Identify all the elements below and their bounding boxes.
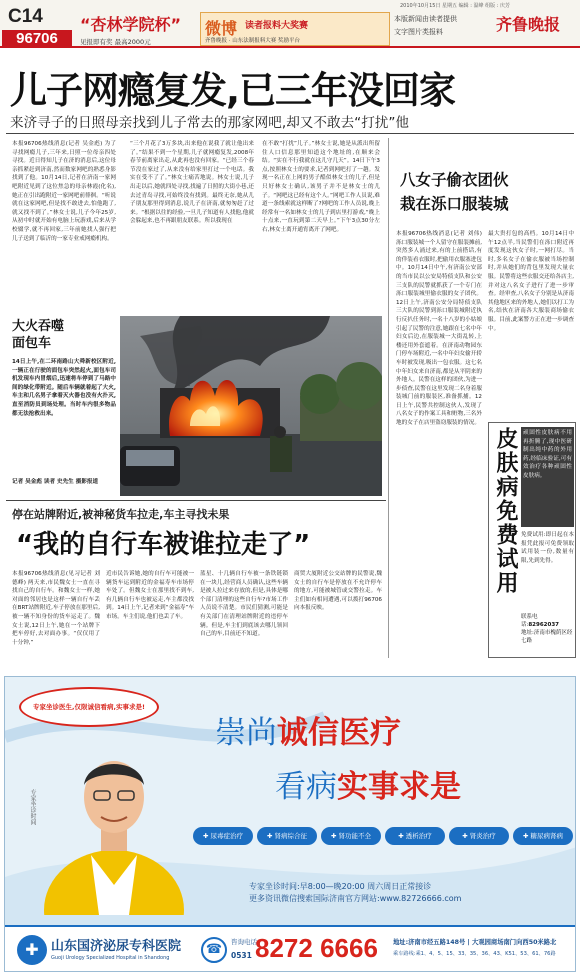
photo-credit: 记者 吴金彪 读者 史先生 摄影报道: [12, 479, 99, 485]
sidebar-ad-text2: 免费试用:即日起在本报凭此报可免费领取试用装一份,数量有限,先到先得。: [521, 532, 574, 564]
doctor-portrait: [39, 735, 189, 915]
hotline-number: 8272 6666: [255, 933, 378, 963]
sidebar-ad-contact: [521, 613, 574, 645]
ad-service-icon: ✚: [330, 832, 339, 840]
story3-col2: 近市民告诉她,她的自行车可能被一辆货车运到附近的金福寿车市场停车处了。但魏女士在那里找不到车,有几辆自行车也被运走,车主都没找到。14日上午,记者来到“金福寿”车市场。车主们说,他们也丢了车。: [106, 571, 194, 620]
hotline-area-code: 0531: [231, 951, 252, 960]
ad-website: 更多资讯微信搜索国际济南官方网站:www.82726666.com: [249, 894, 462, 903]
ad-service-item: [257, 827, 317, 845]
ad-speech-bubble: [19, 687, 159, 727]
ad-service-label: 糖尿病肾病: [530, 832, 563, 840]
story3-col3: 蓝星、十几辆自行车被一条铁链锁在一块儿,经营商人员确认,这些车辆是被人拉过来存放的,但是,具体是哪个部门清理的这些自行车?市场工作人员说不清楚。市民们猜测,可能是有关部门在清理站牌附近的违停车辆。但是,车主们到底该去哪儿领回自己的车,目前还不知道。: [200, 571, 288, 638]
ad-service-item: [449, 827, 509, 845]
ad-service-icon: ✚: [266, 832, 275, 840]
ad-headline-1: [215, 707, 401, 752]
weibo-title: 微博: [205, 19, 238, 38]
story1-col1: 本报96706热线消息(记者 吴金彪) 为了寻找网瘾儿子,三年来,日照一位母亲四处寻找。近日得知儿子在济的消息后,这位母亲抓紧赶到济南,然而数家网吧的熟悉身影找到了他。10月14日,记者在济南一家网吧附近见到了这位焦急的母亲林霞(化名),她正在引出跑附近一家网吧前徘徊。“听说就在这家网吧,但是找不敢进去,怕他跑了,就又找不到了。”林女士说,儿子今年25岁,从初中时就开始有电脑上玩游戏,后来从学校辍学,就不再回家,三年前她找人强行把儿子送到了临沂的一家专业戒网瘾机构。: [12, 141, 116, 242]
bus-fire-illustration: [120, 316, 382, 496]
hospital-ad: [4, 676, 576, 972]
ad-service-item: [385, 827, 445, 845]
ad-headline-1-plain: 崇尚: [215, 715, 277, 751]
newspaper-logo: 齐鲁晚报: [496, 15, 561, 34]
bus-routes: 乘车路线:乘1、4、5、15、33、35、36、43、K51、53、61、76路: [393, 951, 556, 957]
hospital-logo-icon: ✚: [17, 935, 47, 965]
hospital-english-name: Guoji Urology Specialized Hospital in Shandong: [51, 955, 170, 961]
story3-col4: 商贸大厦附近公交站牌的民警说,魏女士的自行车是停放在不允许停车的地方,可能被城管或交警拉走。车主们如有相同遭遇,可以拨打96706向本报反映。: [294, 571, 382, 612]
masthead: [0, 0, 580, 48]
story1-col3: 在不敢“打扰”儿子。”林女士说,她是从派出所留住人口信息那里知道这个地址的,在顺来会结。“实在不行我就在这儿守几天”。14日下午3点,按照林女士的要求,记者到网吧打了一趟。发现一名正在上网的男子酷似林女士的儿子,但是只好林女士确认,该男子并不是林女士的儿子。“网吧这已经有这个人。”网吧工作人员说,难道一条线索就这样断了?网吧的工作人员说,晚上经常有一名如林女士的儿子到店里打游戏,“晚上十点来,一直玩到第二天早上。”下午3点30分左右,林女士离开通宵离开了网吧。: [262, 141, 380, 233]
sidebar-phone: 82962037: [528, 622, 559, 628]
photo-caption-box: [12, 318, 116, 496]
story3-col1: 本报96706热线消息(见习记者 刘德峰) 两天来,市民魏女士一直在寻找自己的自行车。和魏女士一样,她对面的邻居也是这样一辆自行车丢在BRT站牌附近,车子停放在那里后,被一辆不知身份的货车运走了。魏女士说,12日上午,她在一个站牌下把车停好,去对面办事。“仅仅用了十分钟,”: [12, 571, 100, 646]
story2-col2: 最大贵打包的高档。10月14日中午12点半,当民警们在泺口附近再度发现这伙女子时,一网打尽。当时,多名女子在偷衣服被当场控制时,并从她们的背包里发现大量衣服。民警将这些衣服交还给各店主,并对这八名女子进行了进一步审查。经审查,八名女子分别是从济南其他地区来的外地人,她们以打工为名,结伙在济南各大服装商场偷衣服。目前,此案警方正在进一步调查中。: [488, 231, 574, 332]
sidebar-address: 地址:济南市槐荫区经七路: [521, 630, 573, 644]
ad-service-icon: ✚: [522, 832, 531, 840]
hotline-number: 96706: [2, 30, 72, 48]
banner-note: [394, 14, 480, 37]
banner-note-line1: 本版新闻由读者提供: [394, 15, 457, 23]
ad-service-item: [193, 827, 253, 845]
page-code: C14: [8, 6, 43, 27]
column-divider: [388, 138, 389, 658]
ad-service-label: 透析治疗: [405, 832, 432, 840]
banner-contest: [80, 12, 196, 46]
ad-headline-2: [275, 761, 461, 806]
sidebar-phone-label: 联系电话:: [521, 614, 538, 628]
story2-heading-line1: 八女子偷衣团伙: [400, 171, 509, 189]
banner-weibo: [200, 12, 390, 46]
photo-caption-text: 14日上午,在二环南路山大舜新校区附近,一辆正在行驶的面包车突然起火,面包车司机发现车内冒烟后,迅速将车停到了马路中间的绿化带附近。随后车辆就着起了大火,车主和几名男子拿着灭火器也没有火扑灭,直至消防员到场处理。当时车内很多物品都无法抢救出来。: [12, 359, 116, 417]
hospital-address: 地址:济南市经五路148号 | 大观园商场南门向西50米路北: [393, 939, 557, 946]
sidebar-ad: [488, 422, 576, 658]
story2-heading-line2: 栽在泺口服装城: [400, 195, 509, 213]
banner-contest-title: “杏林学院杯”: [80, 15, 182, 34]
ad-service-label: 肾炎治疗: [469, 832, 496, 840]
ad-service-item: [513, 827, 573, 845]
ad-headline-2-emphasis: 实事求是: [337, 769, 461, 805]
headline: 儿子网瘾复发,已三年没回家: [10, 69, 456, 112]
banner-note-line2: 文字图片类报料: [394, 28, 443, 36]
banner-contest-subtitle: 见报即有奖 最高2000元: [80, 38, 151, 46]
ad-bubble-text: 专家坐诊医生,仅限诚信看病,实事求是!: [33, 703, 145, 711]
sidebar-ad-title: 皮肤病免费试用: [493, 427, 518, 595]
ad-service-icon: ✚: [462, 832, 470, 840]
ad-doctor-caption: 专家坐诊时间: [29, 789, 36, 825]
date-line: 2010年10月15日 星期五 编辑 : 温峰 组版 : 庆芳: [400, 3, 510, 9]
story1-col2: “三个月花了3万多块,出来他在说我了就让他出来了。”结果不到一个星期,儿子就网瘾复发,2008年春节前离家出走,从此再也没有回家。“已经三个春节没在家过了,从来没有给家里打过一个电话。我实在受不了了。”林女士痛苦地说。林女士说,儿子出走以后,她就四处寻找,找遍了日照的大街小巷,还去过青岛寻找,可始终没有找到。最终无奈,她从儿子朋友那里得到消息,说儿子在济南,就匆匆赶了过来。“根据以往的经验,一旦儿子知道有人找他,他就会躲起来,也不再跟朋友联系。所以我现在: [130, 141, 254, 225]
story3-top-rule: [6, 500, 386, 501]
hospital-name: 山东国济泌尿专科医院: [51, 939, 182, 954]
sidebar-ad-text1: 顽固性皮肤病不用再折腾了,现中医研制出纯中药的外用药,经临床验证,可有效治疗各种顽固性皮肤病。: [521, 427, 574, 527]
story3-headline: “我的自行车被谁拉走了”: [16, 530, 311, 560]
ad-service-label: 尿毒症治疗: [210, 832, 243, 840]
ad-footer-bar: [5, 925, 576, 972]
headline-divider: [6, 133, 574, 134]
photo-caption-title-line2: 面包车: [12, 336, 52, 351]
ad-services: [193, 827, 573, 847]
story2-col1: 本报96706热线消息(记者 刘伟) 泺口服装城一个人留守在服装摊前,突然多人涌过来,有的上前搭话,有的佯装看衣服时,把偷用衣服塞进包中。10月14日中午,有济南公安部的当市民以公安局特侦支队和公安三支队的民警就抓获了一个专门在泺口服装城里偷衣服的女子团伙。12日上午,济南公安分局特侦支队三大队的民警到泺口服装城附近执行反扒任务时,一名十八岁的小姑娘引起了民警的注意,她跟在七名中年妇女后边,在服装城一大街乱转,上楼还用外套遮着。在济南动物园东门停车场附近,一名中年妇女偷开轿车时被发现,吸出一包衣服。这七名中年妇女来自济南,都是从平阴来的外地人。民警在这样的团伙,为进一步侦查,民警在这里发现二名身着服装城门前的服装区,准备抓捕。12日上午,民警共控制这伙人,发现了八名女子的作案工具和赃物,三名外地的女子在店里盗窃服装的情况。: [396, 231, 482, 427]
subheadline: 来济寻子的日照母亲找到儿子常去的那家网吧,却又不敢去“打扰”他: [10, 115, 410, 131]
story2-heading: [400, 168, 570, 216]
ad-headline-1-emphasis: 诚信医疗: [277, 715, 401, 751]
ad-service-label: 肾功能不全: [338, 832, 371, 840]
hotline-label: 咨询电话: [231, 938, 257, 946]
ad-schedule: 专家坐诊时间:早8:00—晚20:00 周六周日正常接诊: [249, 882, 432, 891]
ad-service-item: [321, 827, 381, 845]
ad-headline-2-plain: 看病: [275, 769, 337, 805]
ad-service-label: 肾病综合征: [274, 832, 307, 840]
news-photo-bus-fire: [120, 316, 382, 496]
photo-caption-title: [12, 318, 116, 352]
phone-icon: ☎: [201, 937, 227, 963]
ad-service-icon: ✚: [202, 832, 211, 840]
weibo-tagline: 齐鲁晚报 · 山东法制报料大赛 奖励平台: [205, 38, 300, 44]
photo-caption-title-line1: 大火吞噬: [12, 319, 65, 334]
story3-kicker: 停在站牌附近,被神秘货车拉走,车主寻找未果: [12, 508, 230, 521]
ad-service-icon: ✚: [398, 832, 406, 840]
weibo-subtitle: 读者报料大奖赛: [245, 21, 309, 31]
